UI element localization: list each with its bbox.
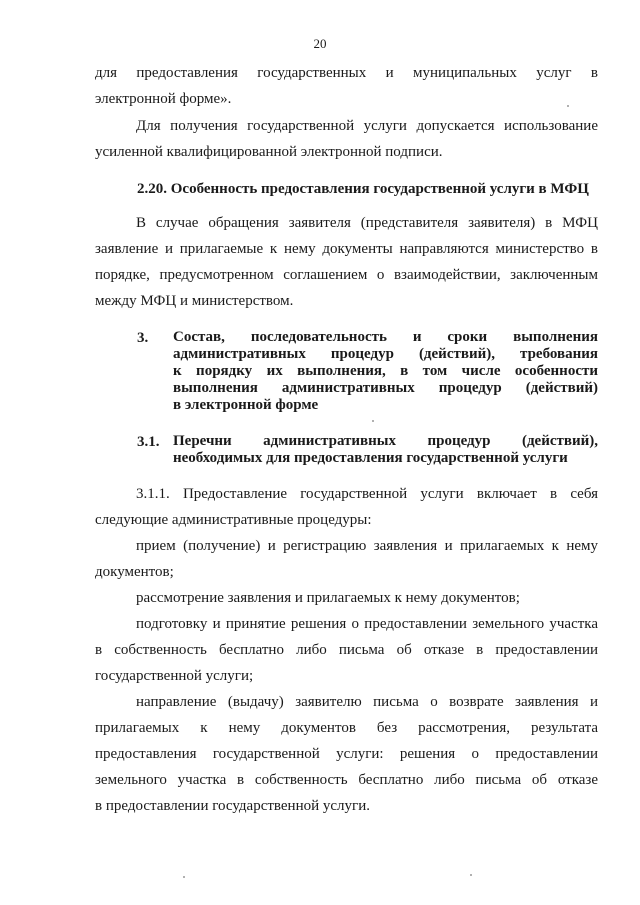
paragraph-line: электронной форме». [95, 91, 232, 107]
heading-line: выполнения административных процедур (действий) [173, 380, 598, 396]
paragraph-line: Для получения государственной услуги допускается использование [136, 118, 598, 134]
paragraph-line: усиленной квалифицированной электронной подписи. [95, 144, 443, 160]
list-item-line: подготовку и принятие решения о предоставлении земельного участка [136, 616, 598, 632]
list-item-line: земельного участка в собственность бесплатно либо письма об отказе [95, 772, 598, 788]
scan-speck [183, 876, 185, 878]
section-heading-2-20: 2.20. Особенность предоставления государственной услуги в МФЦ [137, 181, 589, 197]
section-number-3: 3. [137, 330, 149, 346]
heading-line: необходимых для предоставления государственной услуги [173, 450, 568, 466]
paragraph-line: В случае обращения заявителя (представителя заявителя) в МФЦ [136, 215, 598, 231]
list-item-line: государственной услуги; [95, 668, 254, 684]
paragraph-line: следующие административные процедуры: [95, 512, 372, 528]
scan-speck [567, 105, 569, 107]
scan-speck [470, 874, 472, 876]
section-number-3-1: 3.1. [137, 434, 160, 450]
scan-speck [372, 420, 374, 422]
paragraph-line: заявление и прилагаемые к нему документы направляются министерство в [95, 241, 598, 257]
paragraph-line: 3.1.1. Предоставление государственной услуги включает в себя [136, 486, 598, 502]
heading-line: в электронной форме [173, 397, 319, 413]
heading-line: к порядку их выполнения, в том числе особенности [173, 363, 598, 379]
list-item-line: в предоставлении государственной услуги. [95, 798, 370, 814]
list-item-line: предоставления государственной услуги: решения о предоставлении [95, 746, 598, 762]
heading-line: Перечни административных процедур (действий), [173, 433, 598, 449]
section-heading-3 [173, 329, 598, 414]
section-heading-3-1 [173, 433, 598, 467]
list-item-line: прилагаемых к нему документов без рассмотрения, результата [95, 720, 598, 736]
list-item-line: рассмотрение заявления и прилагаемых к нему документов; [136, 590, 520, 606]
list-item-line: прием (получение) и регистрацию заявления и прилагаемых к нему [136, 538, 598, 554]
list-item-line: в собственность бесплатно либо письма об отказе в предоставлении [95, 642, 598, 658]
heading-line: административных процедур (действий), требования [173, 346, 598, 362]
paragraph-line: между МФЦ и министерством. [95, 293, 294, 309]
heading-line: Состав, последовательность и сроки выполнения [173, 329, 598, 345]
list-item-line: документов; [95, 564, 174, 580]
paragraph-line: для предоставления государственных и муниципальных услуг в [95, 65, 598, 81]
page-number: 20 [313, 36, 327, 51]
paragraph-line: порядке, предусмотренном соглашением о взаимодействии, заключенным [95, 267, 598, 283]
list-item-line: направление (выдачу) заявителю письма о возврате заявления и [136, 694, 598, 710]
